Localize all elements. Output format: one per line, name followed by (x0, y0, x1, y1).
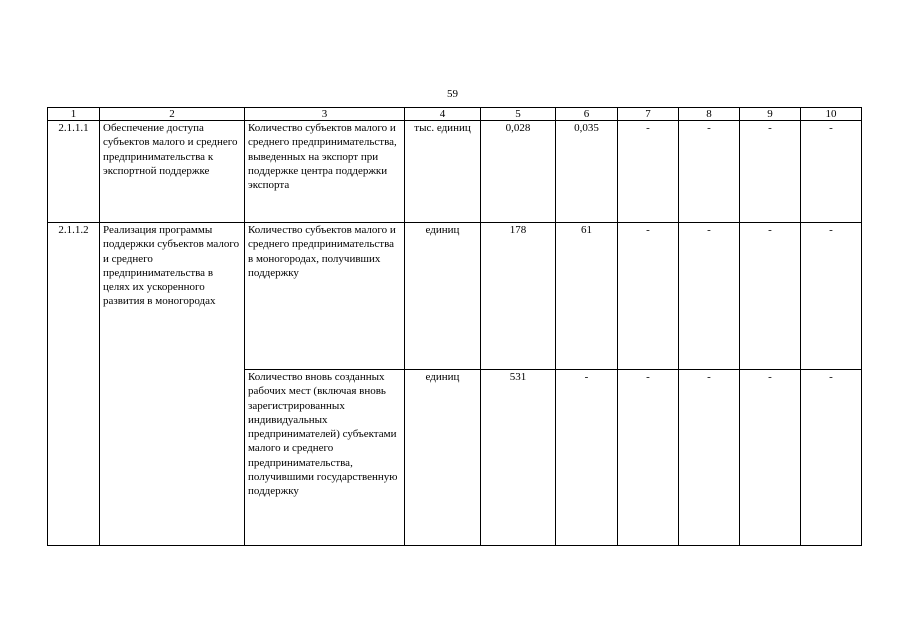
indicator-cell: Количество субъектов малого и среднего предпринимательства, выведенных на экспорт при поддержке центра поддержки экспорта (245, 121, 405, 223)
value-cell: 178 (481, 223, 556, 370)
header-cell: 1 (48, 108, 100, 121)
value-cell: - (618, 223, 679, 370)
value-cell: 531 (481, 370, 556, 546)
row-code: 2.1.1.2 (48, 223, 100, 546)
value-cell: 0,035 (556, 121, 618, 223)
table-row (48, 223, 862, 370)
unit-cell: единиц (405, 370, 481, 546)
indicator-cell: Количество вновь созданных рабочих мест (включая вновь зарегистрированных индивидуальных предпринимателей) субъектами малого и среднего предпринимательства, получившими государственную поддержку (245, 370, 405, 546)
activity-cell: Обеспечение доступа субъектов малого и среднего предпринимательства к экспортной поддержке (100, 121, 245, 223)
value-cell: - (679, 223, 740, 370)
header-cell: 8 (679, 108, 740, 121)
value-cell: - (740, 121, 801, 223)
header-cell: 10 (801, 108, 862, 121)
indicator-table (47, 107, 862, 546)
value-cell: - (679, 121, 740, 223)
value-cell: - (618, 121, 679, 223)
value-cell: - (801, 370, 862, 546)
header-cell: 3 (245, 108, 405, 121)
row-code: 2.1.1.1 (48, 121, 100, 223)
table-row (48, 121, 862, 223)
header-cell: 4 (405, 108, 481, 121)
value-cell: - (740, 223, 801, 370)
value-cell: - (801, 121, 862, 223)
unit-cell: единиц (405, 223, 481, 370)
indicator-cell: Количество субъектов малого и среднего предпринимательства в моногородах, получивших поддержку (245, 223, 405, 370)
header-cell: 5 (481, 108, 556, 121)
value-cell: - (801, 223, 862, 370)
header-cell: 7 (618, 108, 679, 121)
unit-cell: тыс. единиц (405, 121, 481, 223)
activity-cell: Реализация программы поддержки субъектов малого и среднего предпринимательства в целях их ускоренного развития в моногородах (100, 223, 245, 546)
value-cell: - (740, 370, 801, 546)
header-cell: 2 (100, 108, 245, 121)
value-cell: - (618, 370, 679, 546)
value-cell: 61 (556, 223, 618, 370)
value-cell: - (679, 370, 740, 546)
header-cell: 6 (556, 108, 618, 121)
value-cell: 0,028 (481, 121, 556, 223)
header-cell: 9 (740, 108, 801, 121)
value-cell: - (556, 370, 618, 546)
header-row (48, 108, 862, 121)
page-number: 59 (447, 88, 458, 100)
